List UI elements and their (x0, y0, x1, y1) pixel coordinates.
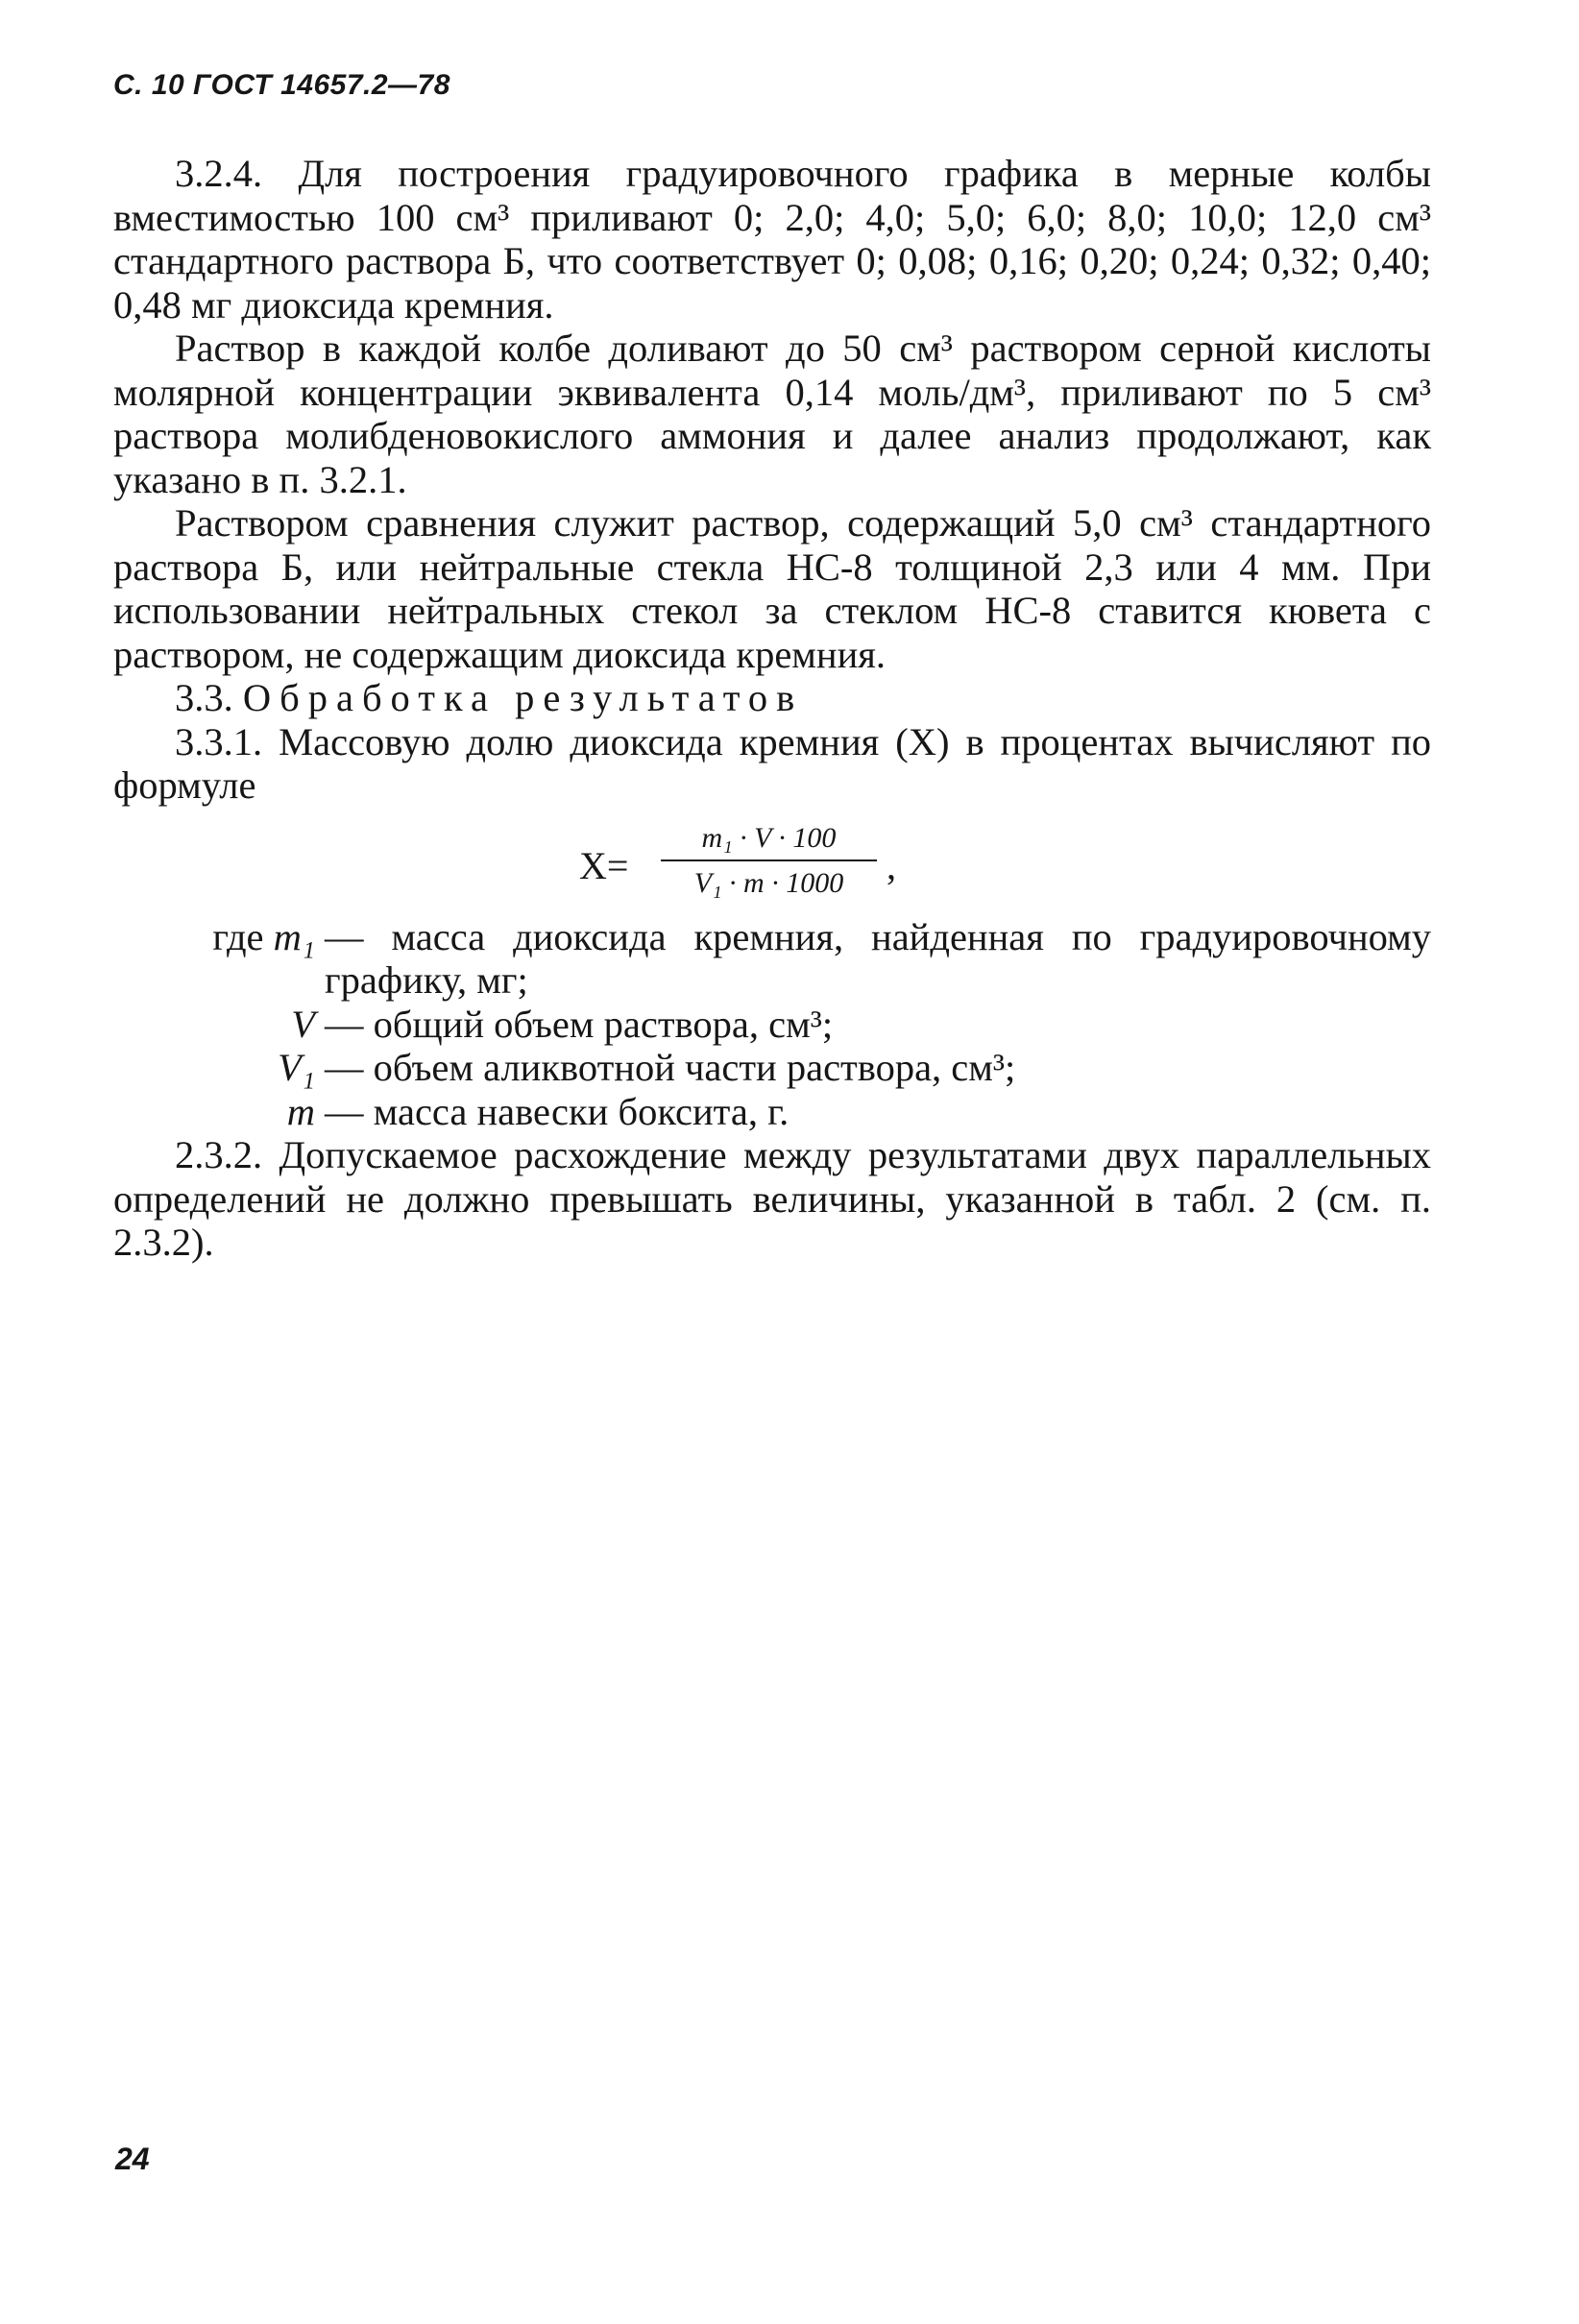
running-header: С. 10 ГОСТ 14657.2—78 (113, 69, 450, 101)
section-heading-3-3 (113, 676, 1431, 720)
section-title: Обработка результатов (242, 676, 804, 719)
formula-comma: , (887, 843, 896, 887)
main-text (113, 152, 1431, 1265)
paragraph-reference-solution: Раствором сравнения служит раствор, содержащий 5,0 см³ стандартного раствора Б, или нейтральные стекла НС-8 толщиной 2,3 или 4 мм. При использовании нейтральных стекол за стеклом НС-8 ставится кювета с раствором, не содержащим диоксида кремния. (113, 501, 1431, 676)
formula (113, 819, 1431, 908)
legend-symbol-m1: где m₁ (212, 914, 315, 958)
legend-row-v1 (113, 1046, 1431, 1090)
legend-text-m: — масса навески боксита, г. (325, 1089, 790, 1133)
paragraph-3-2-4: 3.2.4. Для построения градуировочного графика в мерные колбы вместимостью 100 см³ приливают 0; 2,0; 4,0; 5,0; 6,0; 8,0; 10,0; 12,0 см³ стандартного раствора Б, что соответствует 0; 0,08; 0,16; 0,20; 0,24; 0,32; 0,40; 0,48 мг диоксида кремния. (113, 152, 1431, 327)
legend-symbol-v: V (291, 1002, 315, 1046)
fraction-bar (661, 859, 877, 861)
legend-row-v (113, 1003, 1431, 1047)
legend-symbol-m: m (286, 1089, 315, 1133)
paragraph-2-3-2: 2.3.2. Допускаемое расхождение между результатами двух параллельных определений не должно превышать величины, указанной в табл. 2 (см. п. 2.3.2). (113, 1133, 1431, 1264)
legend-text-m1: — масса диоксида кремния, найденная по градуировочному графику, мг; (325, 914, 1431, 1002)
formula-denominator: V₁ · m · 1000 (693, 866, 844, 899)
page-number: 24 (115, 2142, 150, 2176)
formula-lhs: X= (579, 843, 629, 887)
legend-row-m1 (113, 915, 1431, 1003)
formula-legend (113, 915, 1431, 1134)
legend-row-m (113, 1090, 1431, 1134)
paragraph-solution-fill: Раствор в каждой колбе доливают до 50 см³ раствором серной кислоты молярной концентрации эквивалента 0,14 моль/дм³, приливают по 5 см³ раствора молибденовокислого аммония и далее анализ продолжают, как указано в п. 3.2.1. (113, 327, 1431, 501)
formula-numerator: m₁ · V · 100 (701, 821, 837, 854)
legend-text-v1: — объем аликвотной части раствора, см³; (325, 1046, 1016, 1089)
legend-text-v: — общий объем раствора, см³; (325, 1002, 834, 1046)
section-number: 3.3. (175, 676, 233, 719)
formula-fraction (661, 819, 877, 902)
paragraph-3-3-1: 3.3.1. Массовую долю диоксида кремния (X) в процентах вычисляют по формуле (113, 719, 1431, 807)
legend-symbol-v1: V₁ (278, 1046, 315, 1089)
